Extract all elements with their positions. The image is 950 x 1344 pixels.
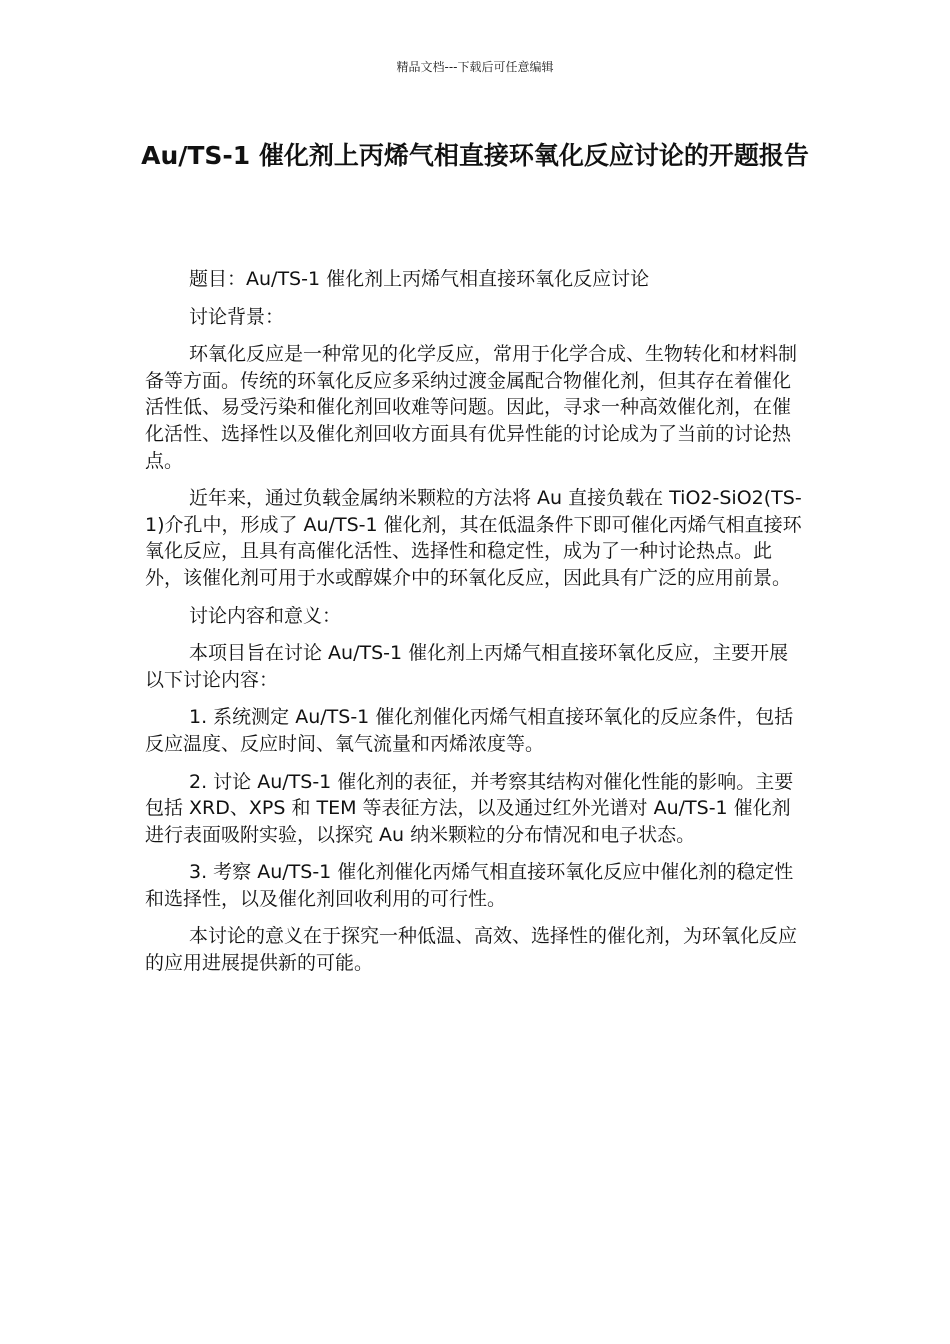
header-note: 精品文档---下载后可任意编辑	[396, 60, 554, 74]
background-paragraph-2: 近年来，通过负载金属纳米颗粒的方法将 Au 直接负载在 TiO2-SiO2(TS-1)介孔中，形成了 Au/TS-1 催化剂，其在低温条件下即可催化丙烯气相直接环氧化反应，且具有高催化活性、选择性和稳定性，成为了一种讨论热点。此外，该催化剂可用于水或醇媒介中的环氧化反应，因此具有广泛的应用前景。	[145, 487, 802, 589]
section-heading-content: 讨论内容和意义：	[189, 604, 342, 627]
content-intro-paragraph: 本项目旨在讨论 Au/TS-1 催化剂上丙烯气相直接环氧化反应，主要开展以下讨论内容：	[145, 642, 789, 691]
significance-paragraph: 本讨论的意义在于探究一种低温、高效、选择性的催化剂，为环氧化反应的应用进展提供新的可能。	[145, 925, 798, 975]
section-heading-background: 讨论背景：	[189, 305, 285, 328]
background-paragraph-1: 环氧化反应是一种常见的化学反应，常用于化学合成、生物转化和材料制备等方面。传统的环氧化反应多采纳过渡金属配合物催化剂，但其存在着催化活性低、易受污染和催化剂回收难等问题。因此，寻求一种高效催化剂，在催化活性、选择性以及催化剂回收方面具有优异性能的讨论成为了当前的讨论热点。	[145, 343, 798, 472]
document-title: Au/TS-1 催化剂上丙烯气相直接环氧化反应讨论的开题报告	[141, 141, 809, 170]
content-item-1: 1. 系统测定 Au/TS-1 催化剂催化丙烯气相直接环氧化的反应条件，包括反应温度、反应时间、氧气流量和丙烯浓度等。	[145, 706, 794, 755]
content-item-3: 3. 考察 Au/TS-1 催化剂催化丙烯气相直接环氧化反应中催化剂的稳定性和选择性，以及催化剂回收利用的可行性。	[145, 861, 794, 910]
content-item-2: 2. 讨论 Au/TS-1 催化剂的表征，并考察其结构对催化性能的影响。主要包括 XRD、XPS 和 TEM 等表征方法，以及通过红外光谱对 Au/TS-1 催化剂进行表面吸附实验，以探究 Au 纳米颗粒的分布情况和电子状态。	[145, 770, 794, 846]
topic-line: 题目：Au/TS-1 催化剂上丙烯气相直接环氧化反应讨论	[189, 268, 650, 290]
document-body	[145, 266, 805, 988]
